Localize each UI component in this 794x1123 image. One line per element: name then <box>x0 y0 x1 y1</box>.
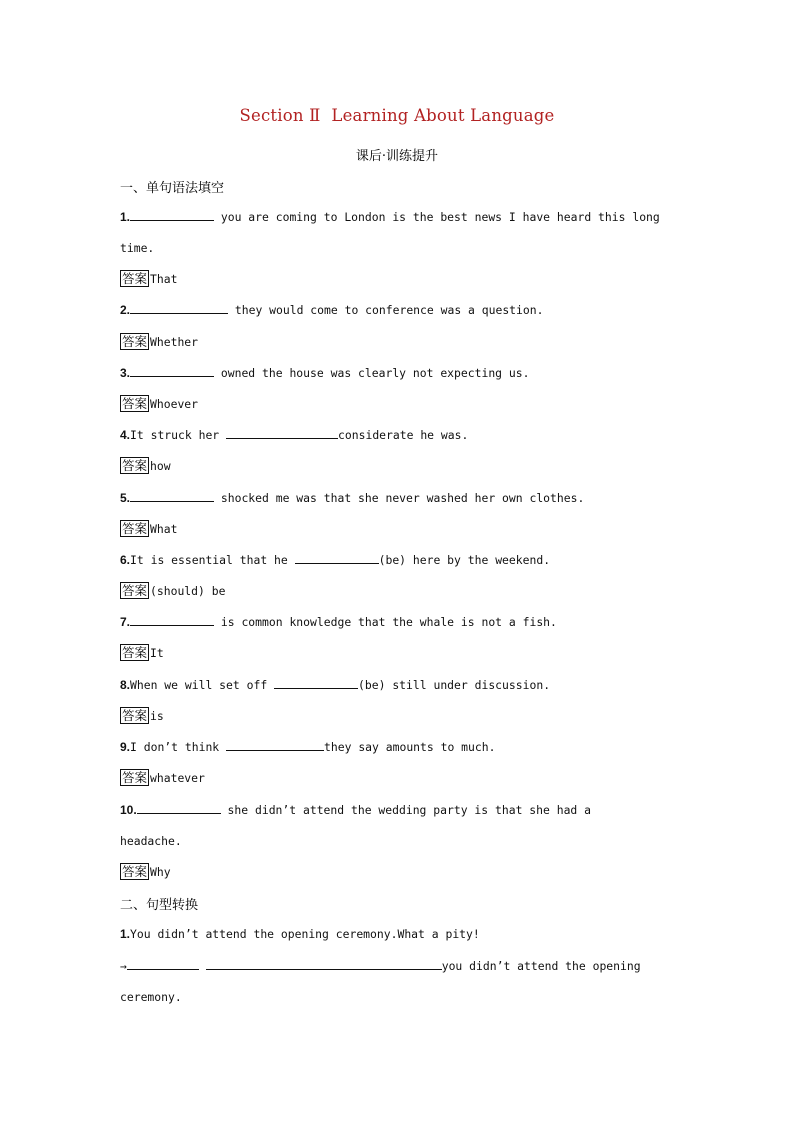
answer-label: 答案 <box>122 521 148 536</box>
answer-label: 答案 <box>122 645 148 660</box>
answer-blank <box>127 959 199 970</box>
question-3: 3. owned the house was clearly not expecting us. <box>120 366 530 380</box>
answer-blank <box>130 303 228 314</box>
document-title: Section Ⅱ Learning About Language <box>239 106 555 125</box>
answer-3: 答案 Whoever <box>122 396 199 411</box>
question-10-continuation: headache. <box>120 834 182 848</box>
question-10: 10. she didn’t attend the wedding party is that she had a <box>120 803 592 817</box>
answer-blank <box>274 678 358 689</box>
answer-blank <box>130 366 214 377</box>
question-8: 8.When we will set off (be) still under discussion. <box>120 678 551 692</box>
question-1: 1. you are coming to London is the best news I have heard this long <box>120 210 660 224</box>
transform-answer-continuation: ceremony. <box>120 990 182 1004</box>
answer-blank <box>295 553 379 564</box>
question-9: 9.I don’t think they say amounts to much. <box>120 740 496 754</box>
answer-label: 答案 <box>122 864 148 879</box>
document-subtitle: 课后·训练提升 <box>355 149 439 164</box>
question-6: 6.It is essential that he (be) here by the weekend. <box>120 553 551 567</box>
answer-blank <box>137 803 221 814</box>
answer-label: 答案 <box>122 583 148 598</box>
answer-5: 答案 What <box>122 521 178 536</box>
answer-blank <box>226 428 338 439</box>
answer-blank <box>130 491 214 502</box>
question-7: 7. is common knowledge that the whale is not a fish. <box>120 615 557 629</box>
section2-heading: 二、句型转换 <box>120 898 199 913</box>
answer-blank <box>226 740 324 751</box>
answer-9: 答案 whatever <box>122 770 205 785</box>
answer-label: 答案 <box>122 458 148 473</box>
question-4: 4.It struck her considerate he was. <box>120 428 469 442</box>
transform-question-1: 1.You didn’t attend the opening ceremony.What a pity! <box>120 927 480 941</box>
question-1-continuation: time. <box>120 241 155 255</box>
question-5: 5. shocked me was that she never washed her own clothes. <box>120 491 585 505</box>
transform-answer-line-1: → you didn’t attend the opening <box>120 959 641 973</box>
answer-label: 答案 <box>122 334 148 349</box>
answer-label: 答案 <box>122 271 148 286</box>
answer-blank <box>130 210 214 221</box>
section1-heading: 一、单句语法填空 <box>120 181 225 196</box>
answer-10: 答案 Why <box>122 864 171 879</box>
answer-2: 答案 Whether <box>122 334 199 349</box>
arrow-icon: → <box>120 959 127 973</box>
answer-label: 答案 <box>122 708 148 723</box>
answer-blank <box>206 959 442 970</box>
answer-label: 答案 <box>122 396 148 411</box>
answer-7: 答案 It <box>122 645 164 660</box>
answer-1: 答案 That <box>122 271 178 286</box>
question-2: 2. they would come to conference was a question. <box>120 303 544 317</box>
answer-6: 答案 (should) be <box>122 583 226 598</box>
answer-4: 答案 how <box>122 458 171 473</box>
answer-blank <box>130 615 214 626</box>
answer-8: 答案 is <box>122 708 164 723</box>
answer-label: 答案 <box>122 770 148 785</box>
